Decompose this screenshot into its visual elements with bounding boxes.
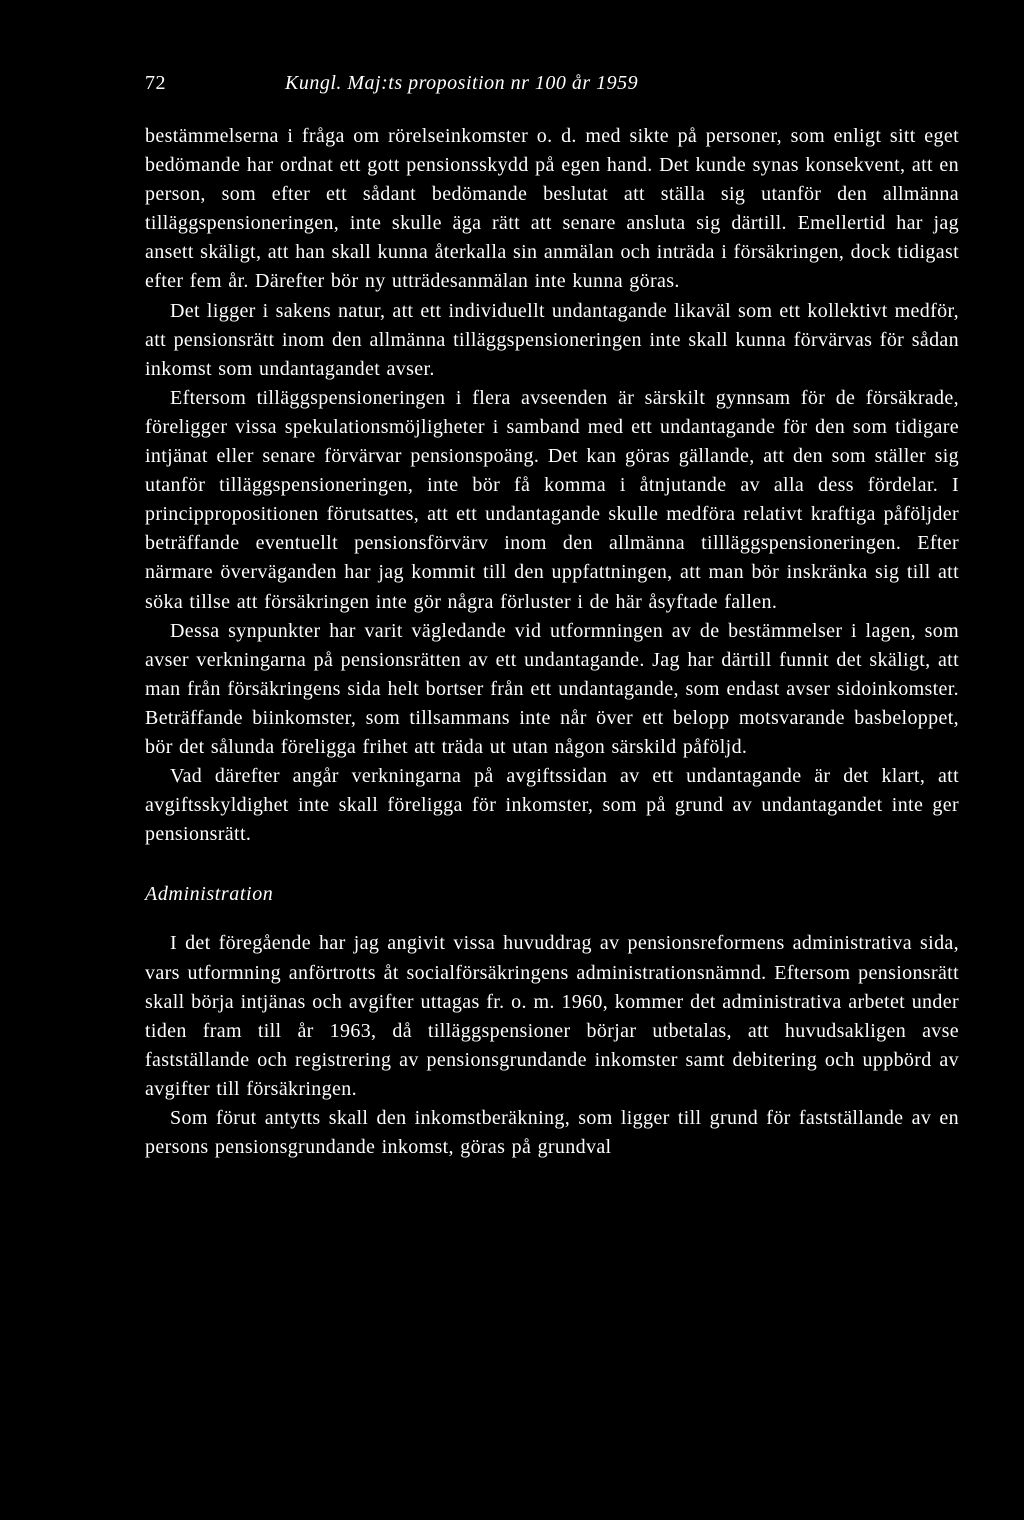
page-number: 72: [145, 72, 166, 94]
paragraph: Eftersom tilläggspensioneringen i flera avseenden är särskilt gynnsam för de försäkrade, föreligger vissa spekulationsmöjligheter i samband med ett undantagande för den som tidigare intjänat eller senare förvärvar pensionspoäng. Det kan göras gällande, att den som ställer sig utanför tilläggspensioneringen, inte bör få komma i åtnjutande av alla dess fördelar. I princippropositionen förutsattes, att ett undantagande skulle medföra relativt kraftiga påföljder beträffande eventuellt pensionsförvärv inom den allmänna tillläggspensioneringen. Efter närmare överväganden har jag kommit till den uppfattningen, att man bör inskränka sig till att söka tillse att försäkringen inte gör några förluster i de här åsyftade fallen.: [145, 386, 959, 613]
body-text: [145, 122, 959, 1162]
paragraph: Dessa synpunkter har varit vägledande vid utformningen av de bestämmelser i lagen, som avser verkningarna på pensionsrätten av ett undantagande. Jag har därtill funnit det skäligt, att man från försäkringens sida helt bortser från ett undantagande, som endast avser sidoinkomster. Beträffande biinkomster, som tillsammans inte når över ett belopp motsvarande basbeloppet, bör det sålunda föreligga frihet att träda ut utan någon särskild påföljd.: [145, 619, 959, 758]
running-head: Kungl. Maj:ts proposition nr 100 år 1959: [285, 72, 639, 94]
section-heading: Administration: [145, 883, 274, 906]
document-page: [145, 72, 959, 1162]
paragraph: Vad därefter angår verkningarna på avgiftssidan av ett undantagande är det klart, att avgiftsskyldighet inte skall föreligga för inkomster, som på grund av undantagandet inte ger pensionsrätt.: [145, 765, 959, 846]
paragraph: Det ligger i sakens natur, att ett individuellt undantagande likaväl som ett kollektivt medför, att pensionsrätt inom den allmänna tilläggspensioneringen inte skall kunna förvärvas för sådan inkomst som undantagandet avser.: [145, 299, 959, 380]
paragraph: Som förut antytts skall den inkomstberäkning, som ligger till grund för fastställande av en persons pensionsgrundande inkomst, göras på grundval: [145, 1107, 959, 1159]
paragraph: I det föregående har jag angivit vissa huvuddrag av pensionsreformens administrativa sida, vars utformning anförtrotts åt socialförsäkringens administrationsnämnd. Eftersom pensionsrätt skall börja intjänas och avgifter uttagas fr. o. m. 1960, kommer det administrativa arbetet under tiden fram till år 1963, då tilläggspensioner börjar utbetalas, att huvudsakligen avse fastställande och registrering av pensionsgrundande inkomster samt debitering och uppbörd av avgifter till försäkringen.: [145, 932, 959, 1100]
paragraph-continuation: bestämmelserna i fråga om rörelseinkomster o. d. med sikte på personer, som enligt sitt eget bedömande har ordnat ett gott pensionsskydd på egen hand. Det kunde synas konsekvent, att en person, som efter ett sådant bedömande beslutat att ställa sig utanför den allmänna tilläggspensioneringen, inte skulle äga rätt att senare ansluta sig därtill. Emellertid har jag ansett skäligt, att han skall kunna återkalla sin anmälan och inträda i försäkringen, dock tidigast efter fem år. Därefter bör ny utträdesanmälan inte kunna göras.: [145, 125, 959, 293]
page-header: [145, 72, 959, 106]
